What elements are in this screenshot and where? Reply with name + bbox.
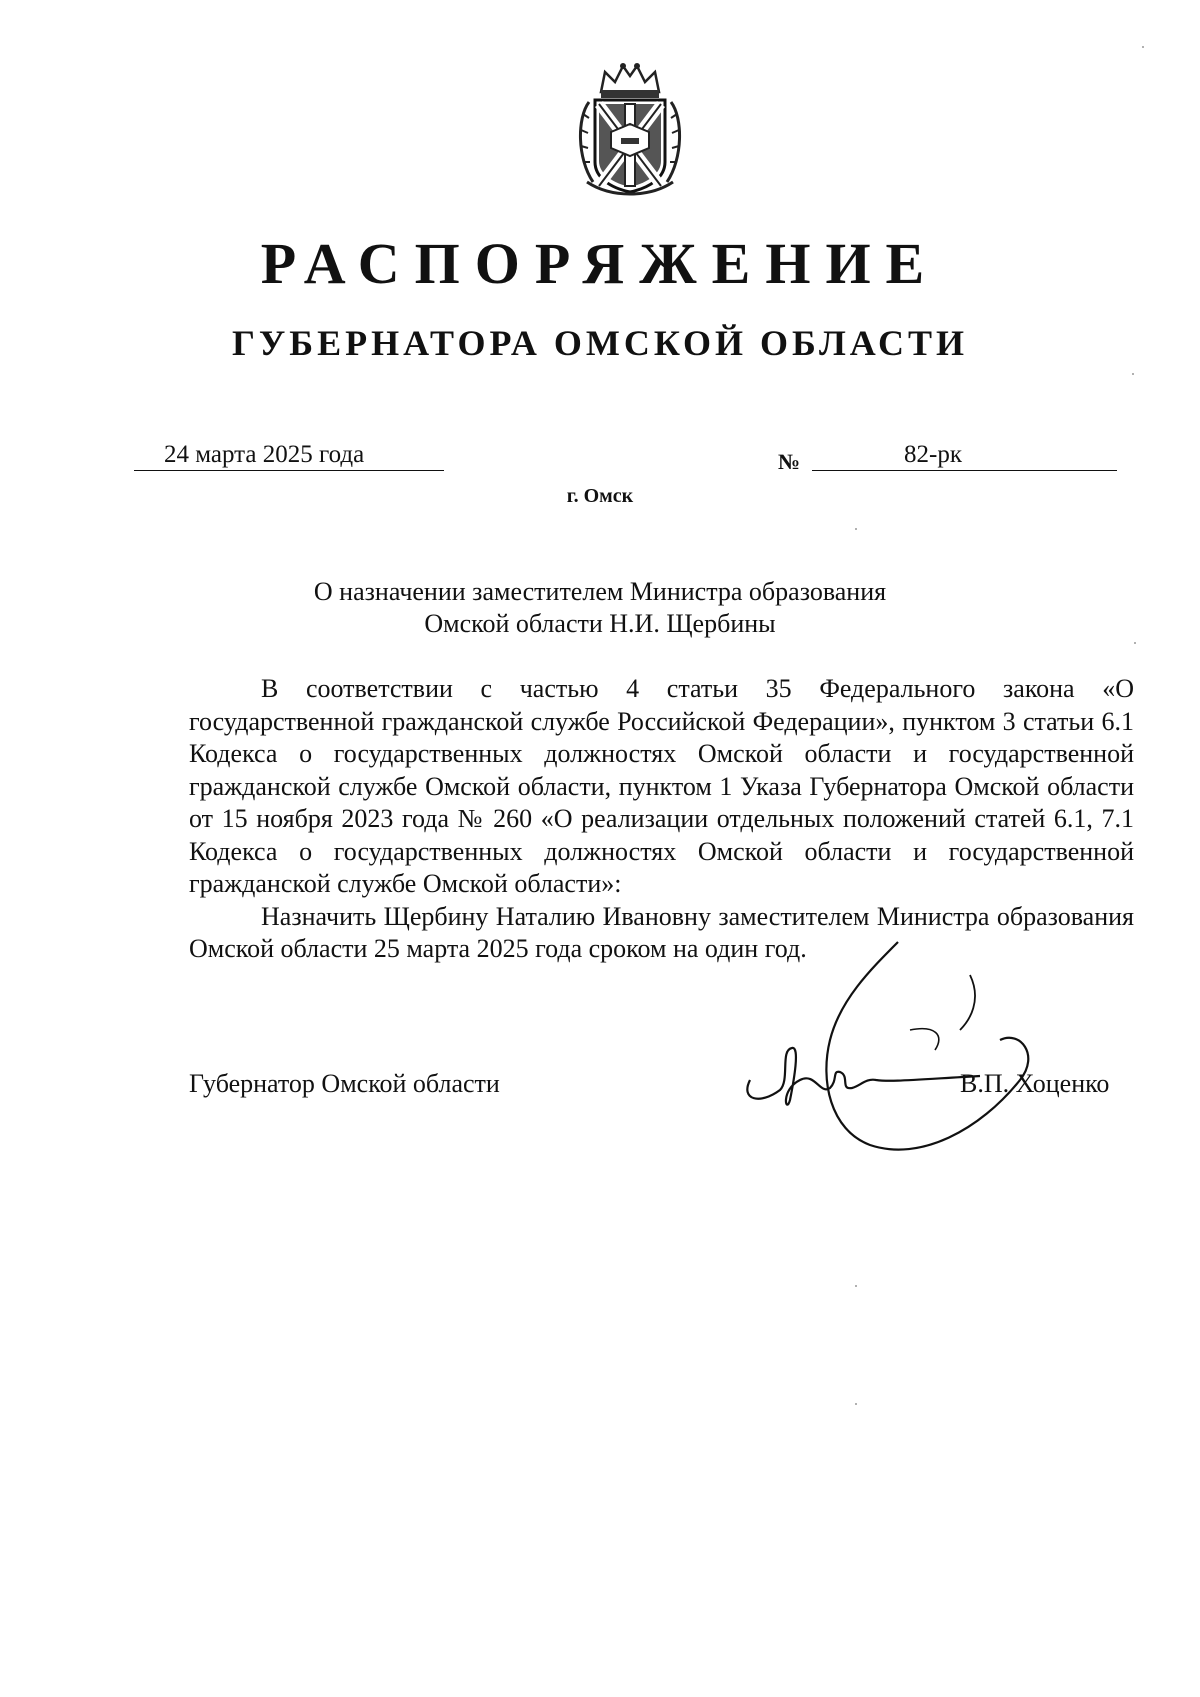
document-issuer: ГУБЕРНАТОРА ОМСКОЙ ОБЛАСТИ (231, 323, 969, 363)
body-paragraph-appointment: Назначить Щербину Наталию Ивановну заместителем Министра образования Омской области 25 марта 2025 года сроком на один год. (189, 901, 1134, 963)
document-body (189, 673, 1134, 966)
signer-position: Губернатор Омской области (189, 1069, 500, 1098)
coat-of-arms-icon (571, 58, 689, 198)
scan-speck (1134, 642, 1136, 644)
scan-speck (855, 528, 857, 530)
signer-name: В.П. Хоценко (960, 1069, 1110, 1098)
document-number: 82-рк (812, 440, 1117, 471)
document-date: 24 марта 2025 года (134, 440, 444, 471)
scan-speck (1132, 373, 1134, 375)
subject-line-2: Омской области Н.И. Щербины (424, 609, 776, 638)
scan-speck (855, 1285, 857, 1287)
scan-speck (855, 1403, 857, 1405)
scan-speck (1142, 46, 1144, 48)
handwritten-signature-icon (720, 930, 1080, 1170)
issue-city: г. Омск (566, 485, 634, 507)
document-subject (250, 576, 950, 640)
subject-line-1: О назначении заместителем Министра образования (313, 577, 887, 606)
document-type-title: РАСПОРЯЖЕНИЕ (260, 231, 940, 296)
body-paragraph-legal-basis: В соответствии с частью 4 статьи 35 Федерального закона «О государственной гражданской службе Российской Федерации», пунктом 3 статьи 6.1 Кодекса о государственных должностях Омской области и государственной гражданской службе Омской области, пунктом 1 Указа Губернатора Омской области от 15 ноября 2023 года № 260 «О реализации отдельных положений статей 6.1, 7.1 Кодекса о государственных должностях Омской области и государственной гражданской службе Омской области»: (189, 674, 1134, 898)
number-sign: № (778, 449, 801, 474)
